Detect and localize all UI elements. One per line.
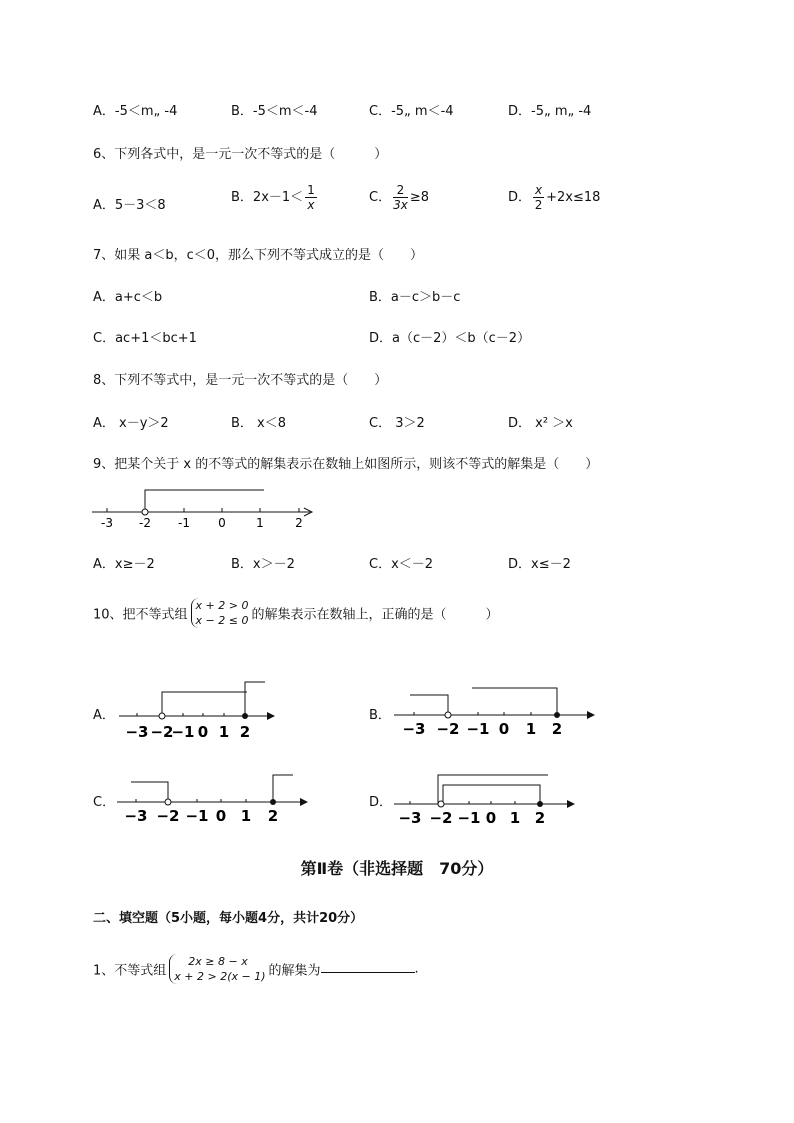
q10-stem — [93, 598, 499, 628]
tick-label: 0 — [485, 809, 497, 825]
tick-label: 0 — [197, 723, 209, 741]
q10-option-a-number-line — [115, 675, 280, 741]
q6-option-d — [508, 183, 600, 212]
tick-label: -3 — [101, 516, 113, 530]
q6-option-b-text: B．2x－1＜ — [231, 190, 304, 205]
q6-stem: 6、下列各式中，是一元一次不等式的是（ ） — [93, 147, 388, 162]
tick-label: −1 — [171, 723, 195, 741]
tick-label: −1 — [466, 720, 490, 738]
tick-label: 1 — [525, 720, 537, 738]
q5-option-b: B．-5＜m＜-4 — [231, 104, 318, 119]
tick-label: 1 — [256, 516, 264, 530]
q6-option-b-fraction — [305, 183, 317, 212]
axis-arrow-icon — [300, 798, 308, 806]
tick-label: 2 — [551, 720, 563, 738]
fill-q1-end: . — [414, 961, 419, 977]
tick-label: 1 — [509, 809, 521, 825]
fill-section-title: 二、填空题（5小题，每小题4分，共计20分） — [93, 911, 364, 926]
tick-label: 1 — [218, 723, 230, 741]
fill-q1-suffix: 的解集为 — [268, 963, 321, 979]
q9-option-a: A．x≥－2 — [93, 557, 155, 572]
q10-stem-suffix: 的解集表示在数轴上，正确的是（ ） — [251, 607, 499, 623]
q10-inequality-system — [191, 598, 249, 628]
ray-outer — [438, 775, 548, 804]
tick-label: -1 — [178, 516, 190, 530]
q5-option-d: D．-5„ m„ -4 — [508, 104, 592, 119]
q7-stem: 7、如果 a＜b，c＜0，那么下列不等式成立的是（ ） — [93, 248, 424, 263]
open-endpoint — [142, 509, 148, 515]
q6-option-c-fraction — [393, 183, 408, 212]
q10-option-c-label: C． — [93, 795, 116, 810]
fraction-denominator: 2 — [534, 198, 543, 212]
tick-label: −3 — [124, 807, 148, 825]
fraction-denominator: 3x — [393, 198, 408, 212]
q9-number-line — [88, 484, 328, 532]
closed-endpoint — [554, 712, 560, 718]
q7-option-a: A．a+c＜b — [93, 290, 163, 305]
tick-label: −3 — [125, 723, 149, 741]
q8-option-b: B． x＜8 — [231, 416, 287, 431]
q5-option-c: C．-5„ m＜-4 — [369, 104, 454, 119]
q9-option-d: D．x≤－2 — [508, 557, 571, 572]
q6-option-c-text: ≥8 — [409, 190, 429, 205]
tick-label: 0 — [218, 516, 226, 530]
q5-option-a: A．-5＜m„ -4 — [93, 104, 178, 119]
q9-stem: 9、把某个关于 x 的不等式的解集表示在数轴上如图所示，则该不等式的解集是（ ） — [93, 457, 599, 472]
q7-option-c: C．ac+1＜bc+1 — [93, 331, 197, 346]
tick-label: −3 — [398, 809, 422, 825]
tick-label: 0 — [215, 807, 227, 825]
tick-label: −2 — [156, 807, 180, 825]
q6-option-a: A．5－3＜8 — [93, 198, 166, 213]
q9-ticks — [107, 508, 299, 512]
fraction-numerator: 2 — [393, 183, 408, 198]
system-line-2: x + 2 > 2(x − 1) — [174, 970, 266, 983]
fraction-numerator: x — [535, 183, 543, 197]
q8-option-c: C． 3＞2 — [369, 416, 425, 431]
q9-option-c: C．x＜－2 — [369, 557, 434, 572]
q10-option-c-number-line — [113, 767, 318, 825]
tick-label: 2 — [239, 723, 251, 741]
open-endpoint — [159, 713, 165, 719]
tick-label: −2 — [150, 723, 174, 741]
q10-option-b-label: B． — [369, 708, 391, 723]
q10-stem-prefix: 10、把不等式组 — [93, 607, 188, 623]
tick-label: −3 — [402, 720, 426, 738]
q7-option-d: D．a（c－2）＜b（c－2） — [369, 331, 531, 346]
axis-arrow-icon — [567, 800, 575, 808]
fill-q1 — [93, 954, 419, 984]
ray-left-bound — [131, 782, 168, 802]
open-endpoint — [438, 801, 444, 807]
ray-right-bound — [245, 682, 265, 716]
tick-label: 2 — [534, 809, 546, 825]
answer-blank[interactable] — [321, 960, 415, 973]
ray-left-bound — [162, 692, 247, 716]
q6-option-d-fraction — [533, 183, 544, 212]
q9-option-b: B．x＞－2 — [231, 557, 295, 572]
q6-option-d-label: D． — [508, 190, 532, 205]
tick-label: −1 — [457, 809, 481, 825]
fill-q1-prefix: 1、不等式组 — [93, 963, 167, 979]
axis-arrow-icon — [267, 712, 275, 720]
open-endpoint — [445, 712, 451, 718]
tick-label: -2 — [139, 516, 151, 530]
q6-option-d-text: +2x≤18 — [546, 190, 601, 205]
section-2-title: 第Ⅱ卷（非选择题 70分） — [300, 859, 494, 878]
tick-label: −1 — [185, 807, 209, 825]
q8-stem: 8、下列不等式中，是一元一次不等式的是（ ） — [93, 373, 388, 388]
ray-right-bound — [472, 688, 557, 715]
tick-label: 2 — [295, 516, 303, 530]
tick-label: 1 — [240, 807, 252, 825]
tick-label: −2 — [436, 720, 460, 738]
q7-option-b: B．a－c＞b－c — [369, 290, 461, 305]
system-line-1: x + 2 > 0 — [195, 599, 249, 612]
fill-q1-inequality-system — [169, 954, 265, 984]
q6-option-c — [369, 183, 429, 212]
open-endpoint — [165, 799, 171, 805]
tick-label: 2 — [267, 807, 279, 825]
q8-option-a: A． x－y＞2 — [93, 416, 169, 431]
closed-endpoint — [242, 713, 248, 719]
q8-option-d: D． x² ＞x — [508, 416, 573, 431]
q10-option-a-label: A． — [93, 708, 115, 723]
fraction-denominator: x — [307, 198, 315, 212]
system-line-2: x − 2 ≤ 0 — [195, 614, 249, 627]
q6-option-c-label: C． — [369, 190, 392, 205]
axis-arrow-icon — [587, 711, 595, 719]
system-line-1: 2x ≥ 8 − x — [188, 955, 248, 968]
q10-option-d-label: D． — [369, 795, 393, 810]
ray-left-bound — [410, 695, 448, 715]
tick-label: 0 — [498, 720, 510, 738]
closed-endpoint — [537, 801, 543, 807]
solution-ray — [145, 490, 264, 512]
q10-option-d-number-line — [390, 767, 585, 825]
ray-right-bound — [273, 775, 293, 802]
q10-option-b-number-line — [390, 680, 605, 738]
q6-option-b — [231, 183, 319, 212]
tick-label: −2 — [429, 809, 453, 825]
fraction-numerator: 1 — [307, 183, 315, 197]
closed-endpoint — [270, 799, 276, 805]
